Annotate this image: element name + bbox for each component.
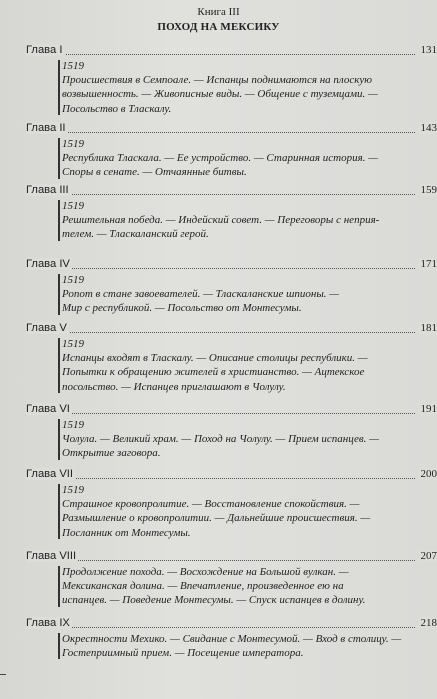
chapter-summary-line: Решительная победа. — Индейский совет. — Переговоры с неприя- bbox=[62, 214, 380, 227]
chapter-page-number: 171 bbox=[420, 258, 437, 270]
chapter-year: 1519 bbox=[62, 60, 84, 72]
leader-dots bbox=[66, 478, 415, 479]
leader-dots bbox=[66, 413, 415, 414]
chapter-label: Глава III bbox=[26, 184, 69, 196]
chapter-year: 1519 bbox=[62, 274, 84, 286]
chapter-summary-line: Открытие заговора. bbox=[62, 447, 161, 460]
book-title: ПОХОД НА МЕКСИКУ bbox=[157, 21, 280, 33]
chapter-summary-line: посольство. — Испанцев приглашают в Чолулу. bbox=[62, 380, 286, 393]
chapter-heading bbox=[26, 44, 437, 58]
chapter-heading bbox=[26, 122, 437, 136]
chapter-summary-line: испанцев. — Поведение Монтесумы. — Спуск испанцев в долину. bbox=[62, 594, 366, 607]
chapter-heading bbox=[26, 617, 437, 631]
page-edge-mark bbox=[0, 674, 6, 675]
chapter-label: Глава VII bbox=[26, 468, 74, 480]
leader-dots bbox=[66, 560, 415, 561]
chapter-summary-line: возвышенность. — Живописные виды. — Общение с туземцами. — bbox=[62, 88, 378, 101]
chapter-summary bbox=[62, 418, 411, 461]
chapter-year: 1519 bbox=[62, 200, 84, 212]
chapter-page-number: 207 bbox=[420, 550, 437, 562]
chapter-page-number: 143 bbox=[420, 122, 437, 134]
summary-bracket-line bbox=[58, 484, 60, 539]
chapter-summary-line: Посланник от Монтесумы. bbox=[62, 526, 191, 539]
chapter-page-number: 191 bbox=[420, 403, 437, 415]
chapter-year: 1519 bbox=[62, 484, 84, 496]
chapter-page-number: 200 bbox=[420, 468, 437, 480]
chapter-label: Глава V bbox=[26, 322, 67, 334]
chapter-summary-line: Споры в сенате. — Отчаянные битвы. bbox=[62, 166, 247, 179]
leader-dots bbox=[66, 132, 415, 133]
chapter-label: Глава IV bbox=[26, 258, 70, 270]
chapter-summary-line: Окрестности Мехико. — Свидание с Монтесумой. — Вход в столицу. — bbox=[62, 633, 402, 645]
chapter-summary-line: Происшествия в Семпоале. — Испанцы поднимаются на плоскую bbox=[62, 74, 373, 87]
chapter-heading bbox=[26, 322, 437, 336]
chapter-page-number: 181 bbox=[420, 322, 437, 334]
chapter-summary-line: Попытки к обращению жителей в христианство. — Ацтекское bbox=[62, 366, 365, 379]
summary-bracket-line bbox=[58, 566, 60, 607]
chapter-summary-line: Республика Тласкала. — Ее устройство. — Старинная история. — bbox=[62, 152, 378, 165]
leader-dots bbox=[66, 54, 415, 55]
chapter-summary-line: Посольство в Тласкалу. bbox=[62, 102, 172, 115]
summary-bracket-line bbox=[58, 138, 60, 179]
book-number: Книга III bbox=[197, 6, 240, 18]
leader-dots bbox=[66, 627, 415, 628]
summary-bracket-line bbox=[58, 419, 60, 460]
chapter-label: Глава VIII bbox=[26, 550, 77, 562]
chapter-summary-line: Продолжение похода. — Восхождение на Большой вулкан. — bbox=[62, 566, 349, 578]
chapter-summary bbox=[62, 199, 411, 242]
chapter-summary-line: Ропот в стане завоевателей. — Тласкаланские шпионы. — bbox=[62, 288, 340, 301]
summary-bracket-line bbox=[58, 200, 60, 241]
chapter-summary bbox=[62, 273, 411, 316]
summary-bracket-line bbox=[58, 60, 60, 115]
chapter-summary bbox=[62, 483, 411, 540]
chapter-year: 1519 bbox=[62, 419, 84, 431]
chapter-summary bbox=[62, 632, 411, 660]
chapter-summary bbox=[62, 565, 411, 608]
chapter-heading bbox=[26, 258, 437, 272]
chapter-heading bbox=[26, 550, 437, 564]
chapter-summary bbox=[62, 59, 411, 116]
chapter-year: 1519 bbox=[62, 138, 84, 150]
chapter-page-number: 218 bbox=[420, 617, 437, 629]
chapter-label: Глава I bbox=[26, 44, 63, 56]
chapter-page-number: 159 bbox=[420, 184, 437, 196]
chapter-heading bbox=[26, 403, 437, 417]
chapter-year: 1519 bbox=[62, 338, 84, 350]
chapter-heading bbox=[26, 468, 437, 482]
chapter-summary bbox=[62, 137, 411, 180]
chapter-summary-line: Гостеприимный прием. — Посещение императора. bbox=[62, 647, 304, 660]
leader-dots bbox=[66, 194, 415, 195]
leader-dots bbox=[66, 268, 415, 269]
chapter-label: Глава II bbox=[26, 122, 66, 134]
chapter-summary-line: Чолула. — Великий храм. — Поход на Чолулу. — Прием испанцев. — bbox=[62, 433, 379, 446]
summary-bracket-line bbox=[58, 633, 60, 659]
chapter-summary-line: Размышление о кровопролитии. — Дальнейшие происшествия. — bbox=[62, 512, 371, 525]
chapter-heading bbox=[26, 184, 437, 198]
summary-bracket-line bbox=[58, 338, 60, 393]
chapter-page-number: 131 bbox=[420, 44, 437, 56]
leader-dots bbox=[66, 332, 415, 333]
chapter-summary-line: Страшное кровопролитие. — Восстановление спокойствия. — bbox=[62, 498, 360, 511]
chapter-summary-line: Мир с республикой. — Посольство от Монтесумы. bbox=[62, 302, 302, 315]
chapter-label: Глава VI bbox=[26, 403, 70, 415]
chapter-label: Глава IX bbox=[26, 617, 70, 629]
chapter-summary bbox=[62, 337, 411, 394]
chapter-summary-line: Испанцы входят в Тласкалу. — Описание столицы республики. — bbox=[62, 352, 368, 365]
chapter-summary-line: телем. — Тласкаланский герой. bbox=[62, 228, 209, 241]
chapter-summary-line: Мексиканская долина. — Впечатление, произведенное ею на bbox=[62, 580, 344, 593]
summary-bracket-line bbox=[58, 274, 60, 315]
